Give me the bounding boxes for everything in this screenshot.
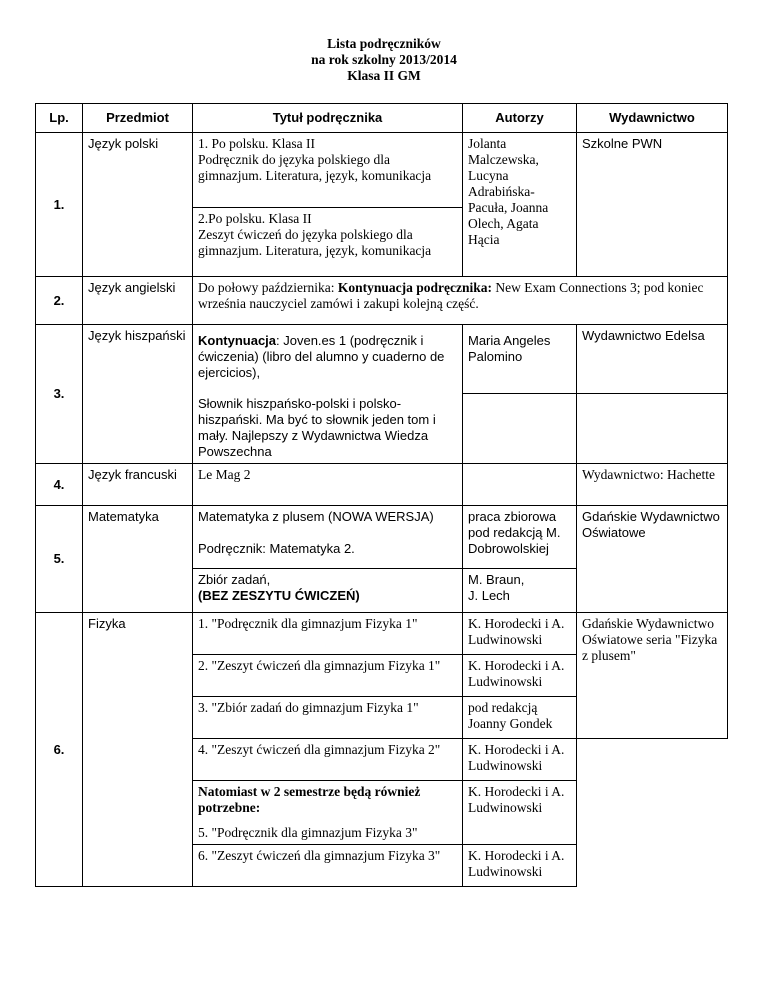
title-line: Podręcznik: Matematyka 2.	[198, 541, 355, 556]
col-header-authors: Autorzy	[463, 104, 577, 133]
note-text: New Exam Connections 3; pod koniec września nauczyciel zamówi i zakupi kolejną część.	[198, 280, 704, 311]
note-cell	[193, 277, 728, 325]
authors-cell: K. Horodecki i A. Ludwinowski	[463, 845, 577, 887]
col-header-subject: Przedmiot	[83, 104, 193, 133]
title-cell: 1. "Podręcznik dla gimnazjum Fizyka 1"	[193, 613, 463, 655]
col-header-publisher: Wydawnictwo	[577, 104, 728, 133]
title-cell: 1. Po polsku. Klasa II Podręcznik do języka polskiego dla gimnazjum. Literatura, język, komunikacja	[193, 133, 463, 208]
title-cell: 2. "Zeszyt ćwiczeń dla gimnazjum Fizyka 1"	[193, 655, 463, 697]
row-number: 1.	[36, 133, 83, 277]
title-line-1: Lista podręczników	[327, 36, 441, 51]
title-emphasis: Kontynuacja	[198, 333, 277, 348]
title-line-2: na rok szkolny 2013/2014	[311, 52, 457, 67]
title-line: Zbiór zadań,	[198, 572, 271, 587]
title-cell: 4. "Zeszyt ćwiczeń dla gimnazjum Fizyka 2"	[193, 739, 463, 781]
subject-cell: Fizyka	[83, 613, 193, 887]
title-cell: 3. "Zbiór zadań do gimnazjum Fizyka 1"	[193, 697, 463, 739]
title-cell: 6. "Zeszyt ćwiczeń dla gimnazjum Fizyka 3"	[193, 845, 463, 887]
row-number: 3.	[36, 325, 83, 464]
authors-cell	[463, 464, 577, 506]
authors-cell: K. Horodecki i A. Ludwinowski	[463, 739, 577, 781]
publisher-cell: Wydawnictwo Edelsa	[577, 325, 728, 394]
title-cell	[193, 569, 463, 613]
subject-cell: Język polski	[83, 133, 193, 277]
table-row	[36, 277, 728, 325]
col-header-title: Tytuł podręcznika	[193, 104, 463, 133]
title-cell: 2.Po polsku. Klasa II Zeszyt ćwiczeń do języka polskiego dla gimnazjum. Literatura, język, komunikacja	[193, 208, 463, 277]
publisher-cell: Gdańskie Wydawnictwo Oświatowe seria "Fizyka z plusem"	[577, 613, 728, 739]
table-row	[36, 506, 728, 569]
authors-cell: M. Braun, J. Lech	[463, 569, 577, 613]
title-line-3: Klasa II GM	[347, 68, 421, 83]
subject-cell: Język hiszpański	[83, 325, 193, 464]
title-text: : Joven.es 1 (podręcznik i ćwiczenia) (libro del alumno y cuaderno de ejercicios),	[198, 333, 445, 380]
note-emphasis: Kontynuacja podręcznika:	[337, 280, 492, 295]
authors-cell: K. Horodecki i A. Ludwinowski	[463, 655, 577, 697]
title-cell: Natomiast w 2 semestrze będą również potrzebne:	[193, 781, 463, 823]
title-cell	[193, 506, 463, 569]
publisher-cell: Gdańskie Wydawnictwo Oświatowe	[577, 506, 728, 613]
publisher-cell: Wydawnictwo: Hachette	[577, 464, 728, 506]
title-cell	[193, 325, 463, 394]
title-line: (BEZ ZESZYTU ĆWICZEŃ)	[198, 588, 360, 603]
title-cell: Słownik hiszpańsko-polski i polsko-hiszpański. Ma być to słownik jeden tom i mały. Najlepszy z Wydawnictwa Wiedza Powszechna	[193, 393, 463, 464]
subject-cell: Język angielski	[83, 277, 193, 325]
empty-cell	[577, 739, 728, 887]
table-header-row	[36, 104, 728, 133]
title-cell: Le Mag 2	[193, 464, 463, 506]
authors-cell: Jolanta Malczewska, Lucyna Adrabińska-Pacuła, Joanna Olech, Agata Hącia	[463, 133, 577, 277]
authors-cell: K. Horodecki i A. Ludwinowski	[463, 613, 577, 655]
table-row	[36, 133, 728, 208]
table-row	[36, 613, 728, 655]
row-number: 5.	[36, 506, 83, 613]
publisher-cell: Szkolne PWN	[577, 133, 728, 277]
row-number: 6.	[36, 613, 83, 887]
row-number: 2.	[36, 277, 83, 325]
authors-cell: Maria Angeles Palomino	[463, 325, 577, 394]
table-row	[36, 325, 728, 394]
row-number: 4.	[36, 464, 83, 506]
table-row	[36, 464, 728, 506]
authors-cell: pod redakcją Joanny Gondek	[463, 697, 577, 739]
authors-cell: praca zbiorowa pod redakcją M. Dobrowolskiej	[463, 506, 577, 569]
title-cell: 5. "Podręcznik dla gimnazjum Fizyka 3"	[193, 822, 463, 845]
col-header-lp: Lp.	[36, 104, 83, 133]
authors-cell	[463, 393, 577, 464]
authors-cell: K. Horodecki i A. Ludwinowski	[463, 781, 577, 823]
document-title	[0, 36, 768, 84]
textbook-table	[35, 103, 728, 887]
subject-cell: Matematyka	[83, 506, 193, 613]
publisher-cell	[577, 393, 728, 464]
authors-cell	[463, 822, 577, 845]
subject-cell: Język francuski	[83, 464, 193, 506]
title-line: Matematyka z plusem (NOWA WERSJA)	[198, 509, 434, 524]
note-text: Do połowy października:	[198, 280, 338, 295]
